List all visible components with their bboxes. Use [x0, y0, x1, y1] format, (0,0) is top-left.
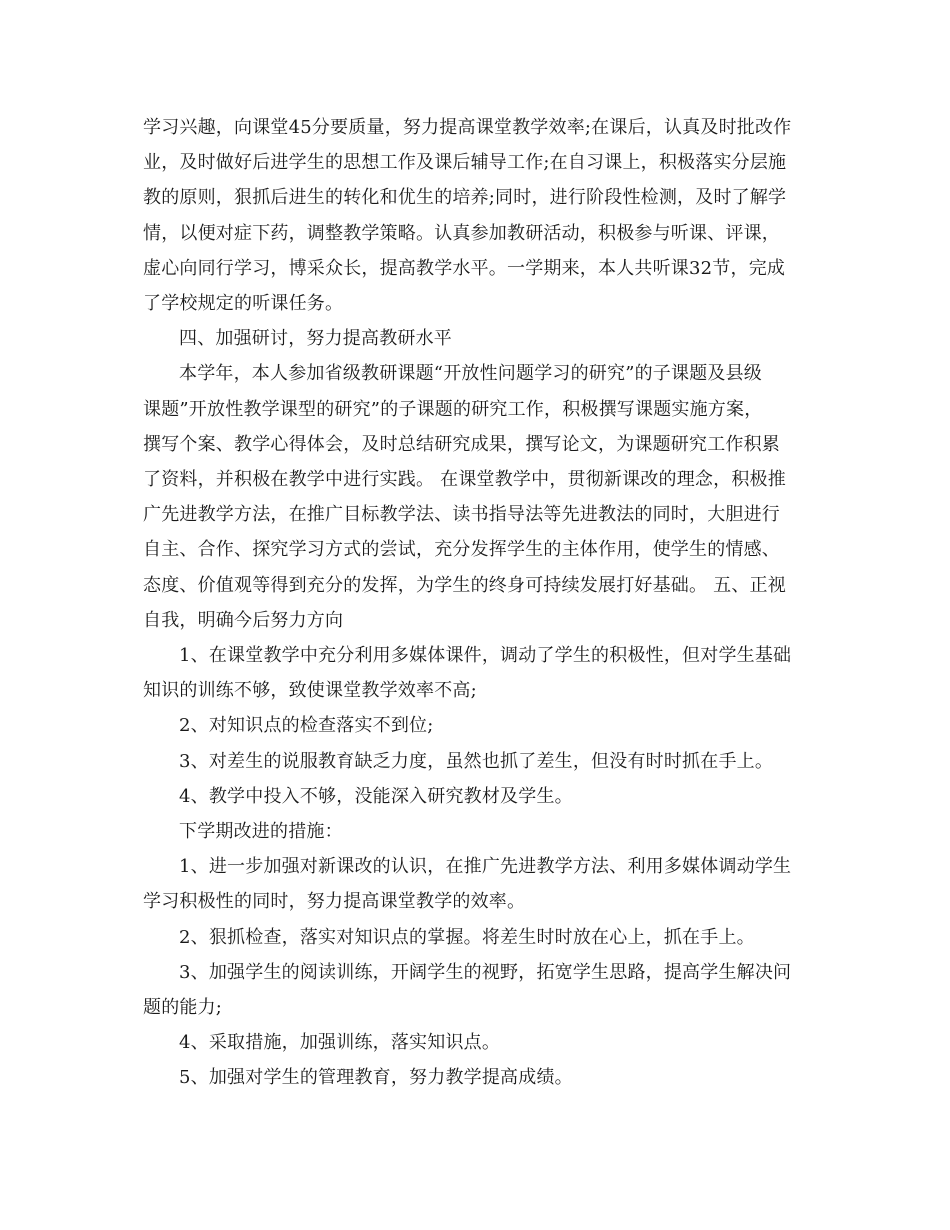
- subheading-improvements: [143, 814, 809, 849]
- text-line: 自我，明确今后努力方向: [143, 609, 344, 631]
- text-line: 态度、价值观等得到充分的发挥，为学生的终身可持续发展打好基础。 五、正视: [143, 574, 786, 596]
- list-item-improvement-4: [143, 1025, 809, 1060]
- text-line: 知识的训练不够，致使课堂教学效率不高;: [143, 680, 477, 702]
- text-line: 3、加强学生的阅读训练，开阔学生的视野，拓宽学生思路，提高学生解决问: [179, 961, 792, 983]
- text-line: 本学年，本人参加省级教研课题“开放性问题学习的研究”的子课题及县级: [179, 363, 763, 385]
- paragraph-teaching-continuation: [143, 110, 809, 321]
- text-line: 了学校规定的听课任务。: [143, 293, 344, 315]
- text-line: 2、狠抓检查，落实对知识点的掌握。将差生时时放在心上，抓在手上。: [179, 926, 755, 948]
- list-item-weakness-4: [143, 779, 809, 814]
- section-heading-research: [143, 321, 809, 356]
- text-line: 学习积极性的同时，努力提高课堂教学的效率。: [143, 891, 526, 913]
- text-line: 教的原则，狠抓后进生的转化和优生的培养;同时，进行阶段性检测，及时了解学: [143, 187, 787, 209]
- text-line: 2、对知识点的检查落实不到位;: [179, 715, 434, 737]
- list-item-weakness-1: [143, 638, 809, 708]
- list-item-weakness-2: [143, 708, 809, 743]
- text-line: 情，以便对症下药，调整教学策略。认真参加教研活动，积极参与听课、评课，: [143, 222, 780, 244]
- list-item-improvement-2: [143, 920, 809, 955]
- list-item-improvement-1: [143, 849, 809, 919]
- list-item-weakness-3: [143, 744, 809, 779]
- text-line: 撰写个案、教学心得体会，及时总结研究成果，撰写论文，为课题研究工作积累: [143, 433, 780, 455]
- paragraph-research: [143, 356, 809, 638]
- text-line: 4、教学中投入不够，没能深入研究教材及学生。: [179, 785, 573, 807]
- text-line: 3、对差生的说服教育缺乏力度，虽然也抓了差生，但没有时时抓在手上。: [179, 750, 774, 772]
- text-line: 下学期改进的措施：: [179, 821, 343, 843]
- text-line: 自主、合作、探究学习方式的尝试，充分发挥学生的主体作用，使学生的情感、: [143, 539, 780, 561]
- text-line: 虚心向同行学习，博采众长，提高教学水平。一学期来，本人共听课32节，完成: [143, 257, 786, 279]
- text-line: 学习兴趣，向课堂45分要质量，努力提高课堂教学效率;在课后，认真及时批改作: [143, 117, 792, 138]
- text-line: 题的能力;: [143, 997, 223, 1019]
- text-line: 4、采取措施，加强训练，落实知识点。: [179, 1032, 501, 1054]
- text-line: 1、在课堂教学中充分利用多媒体课件，调动了学生的积极性，但对学生基础: [179, 645, 792, 667]
- text-line: 四、加强研讨，努力提高教研水平: [179, 328, 452, 350]
- text-line: 课题”开放性教学课型的研究”的子课题的研究工作，积极撰写课题实施方案，: [143, 398, 763, 420]
- text-line: 了资料，并积极在教学中进行实践。 在课堂教学中，贯彻新课改的理念，积极推: [143, 469, 786, 491]
- text-line: 广先进教学方法，在推广目标教学法、读书指导法等先进教法的同时，大胆进行: [143, 504, 780, 526]
- text-line: 业，及时做好后进学生的思想工作及课后辅导工作;在自习课上，积极落实分层施: [143, 152, 787, 174]
- text-line: 1、进一步加强对新课改的认识，在推广先进教学方法、利用多媒体调动学生: [179, 856, 792, 878]
- document-body: [143, 110, 809, 1096]
- text-line: 5、加强对学生的管理教育，努力教学提高成绩。: [179, 1067, 573, 1089]
- list-item-improvement-5: [143, 1060, 809, 1095]
- list-item-improvement-3: [143, 955, 809, 1025]
